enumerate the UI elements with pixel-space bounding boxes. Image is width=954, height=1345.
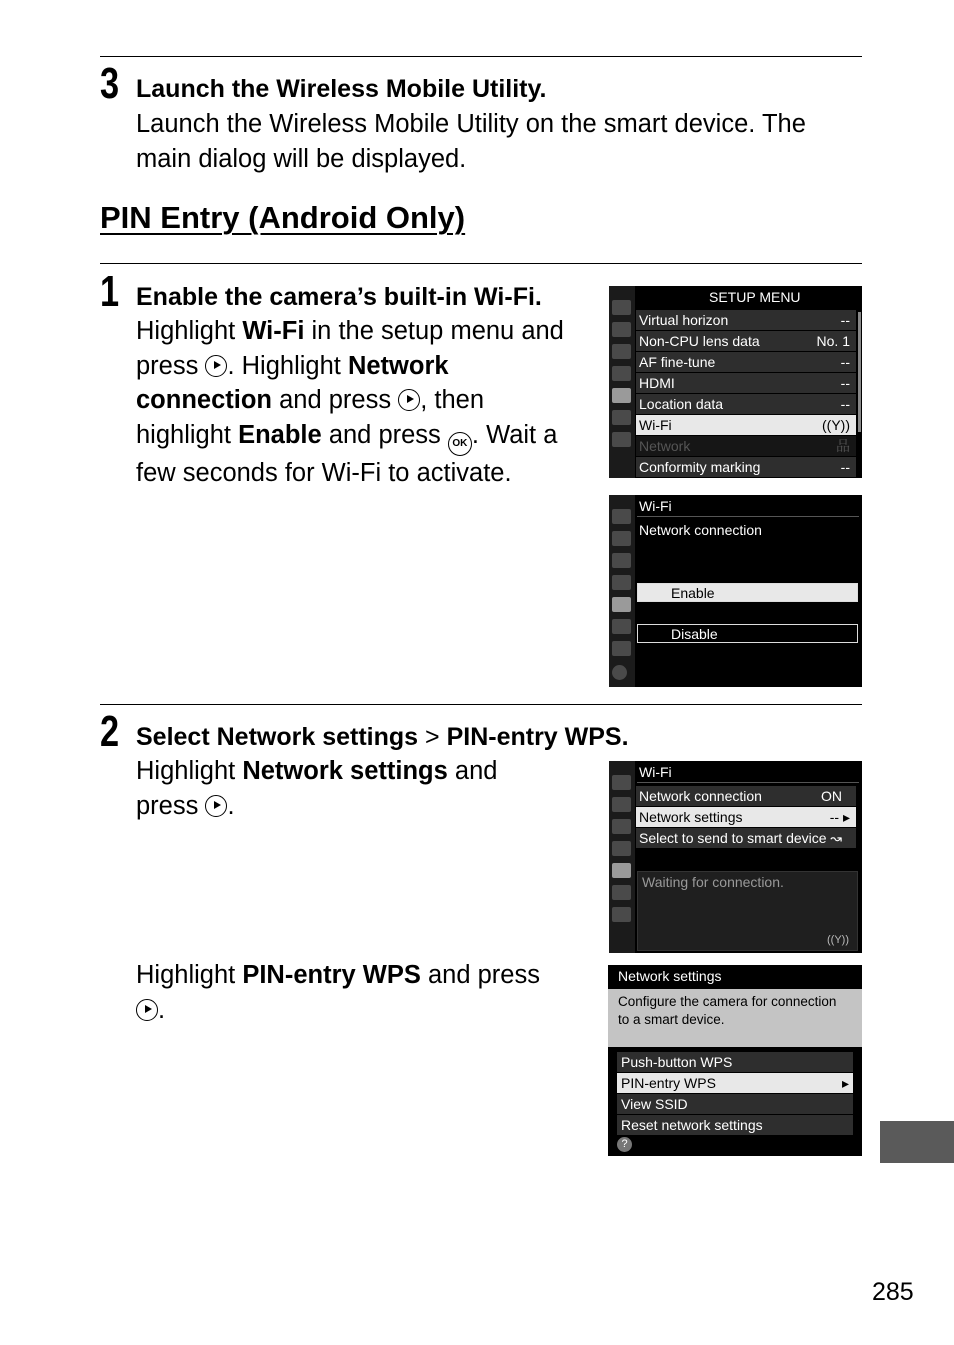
my-menu-icon	[612, 641, 631, 656]
my-menu-icon	[612, 907, 631, 922]
step-2-rule	[100, 704, 862, 705]
description-line-1: Configure the camera for connection	[618, 994, 837, 1009]
step-1-body	[136, 314, 596, 490]
step-1-line-1: Highlight Wi-Fi in the setup menu and	[136, 317, 564, 345]
network-settings-screen	[608, 965, 862, 1156]
scrollbar	[858, 312, 861, 432]
pencil-icon	[612, 366, 631, 381]
setup-menu-screen	[609, 286, 862, 478]
menu-sidebar	[609, 761, 635, 953]
playback-icon	[612, 509, 631, 524]
status-text: Waiting for connection.	[642, 874, 784, 890]
multi-selector-right-icon	[205, 795, 227, 817]
disable-option[interactable]: Disable	[637, 624, 858, 643]
top-rule	[100, 56, 862, 57]
wrench-icon	[612, 388, 631, 403]
retouch-icon	[612, 619, 631, 634]
menu-item-wifi[interactable]: Wi-Fi ((Y))	[636, 415, 856, 435]
step-2b-line-2: .	[136, 993, 576, 1028]
description-panel	[608, 989, 862, 1047]
step-2-title: Select Network settings > PIN-entry WPS.	[136, 723, 629, 751]
playback-icon	[612, 300, 631, 315]
playback-icon	[612, 775, 631, 790]
camera-icon	[612, 797, 631, 812]
wrench-icon	[612, 863, 631, 878]
network-connection-label: Network connection	[639, 522, 762, 538]
menu-sidebar	[609, 286, 635, 478]
step-3-line-2: main dialog will be displayed.	[136, 144, 467, 173]
menu-item-network: Network 品	[636, 436, 856, 456]
pencil-icon	[612, 841, 631, 856]
menu-item-send-to-smart-device[interactable]: Select to send to smart device ↝	[636, 828, 856, 848]
step-2b-line-1: Highlight PIN-entry WPS and press	[136, 961, 540, 989]
step-3-title: Launch the Wireless Mobile Utility.	[136, 75, 547, 103]
my-menu-icon	[612, 432, 631, 447]
step-3-line-1: Launch the Wireless Mobile Utility on the smart device. The	[136, 110, 806, 138]
step-1-line-5: few seconds for Wi-Fi to activate.	[136, 458, 512, 487]
menu-item[interactable]: HDMI --	[636, 373, 856, 393]
wifi-signal-icon: ((Y))	[827, 934, 849, 946]
title-divider	[637, 516, 859, 517]
menu-sidebar	[609, 495, 635, 687]
movie-icon	[612, 344, 631, 359]
camera-icon	[612, 531, 631, 546]
wrench-icon	[612, 597, 631, 612]
description-line-2: to a smart device.	[618, 1012, 725, 1027]
step-1-rule	[100, 263, 862, 264]
page-number: 285	[872, 1278, 914, 1306]
step-2-number: 2	[100, 707, 120, 756]
menu-item[interactable]: Location data --	[636, 394, 856, 414]
menu-item[interactable]: Non-CPU lens data No. 1	[636, 331, 856, 351]
ok-button-icon: OK	[448, 432, 472, 456]
movie-icon	[612, 819, 631, 834]
multi-selector-right-icon	[205, 355, 227, 377]
section-heading: PIN Entry (Android Only)	[100, 200, 466, 235]
menu-item[interactable]: AF fine-tune --	[636, 352, 856, 372]
step-2-part-b	[136, 958, 576, 1027]
setup-menu-title: SETUP MENU	[709, 289, 801, 305]
step-1-line-4: highlight Enable and press OK . Wait a	[136, 418, 596, 456]
menu-item-network-settings[interactable]: Network settings -- ▸	[636, 807, 856, 827]
step-1-line-3: connection and press , then	[136, 386, 485, 414]
retouch-icon	[612, 885, 631, 900]
help-icon	[612, 665, 627, 680]
network-settings-title: Network settings	[618, 968, 722, 984]
menu-item-network-connection[interactable]: Network connection ON	[636, 786, 856, 806]
multi-selector-right-icon	[398, 389, 420, 411]
step-3-number: 3	[100, 59, 120, 108]
step-1-line-2: press . Highlight Network	[136, 351, 449, 380]
wifi-menu-screen	[609, 761, 862, 953]
menu-item-reset-network-settings[interactable]: Reset network settings	[617, 1115, 853, 1135]
wifi-title: Wi-Fi	[639, 764, 672, 780]
movie-icon	[612, 553, 631, 568]
step-2a-line-1: Highlight Network settings and	[136, 757, 498, 785]
retouch-icon	[612, 410, 631, 425]
step-2-part-a	[136, 754, 497, 823]
menu-item-push-button-wps[interactable]: Push-button WPS	[617, 1052, 853, 1072]
camera-icon	[612, 322, 631, 337]
wifi-network-connection-screen	[609, 495, 862, 687]
step-1-title: Enable the camera’s built-in Wi-Fi.	[136, 283, 542, 311]
multi-selector-right-icon	[136, 999, 158, 1021]
help-icon: ?	[617, 1137, 632, 1152]
status-panel	[637, 871, 858, 951]
title-divider	[637, 782, 859, 783]
step-1-number: 1	[100, 267, 120, 316]
menu-item[interactable]: Conformity marking --	[636, 457, 856, 477]
step-2a-line-2: press .	[136, 791, 235, 820]
menu-item-pin-entry-wps[interactable]: PIN-entry WPS ▸	[617, 1073, 853, 1093]
step-3-body	[136, 107, 806, 176]
chapter-tab	[880, 1121, 954, 1163]
enable-option[interactable]: Enable	[637, 583, 858, 602]
menu-item-view-ssid[interactable]: View SSID	[617, 1094, 853, 1114]
pencil-icon	[612, 575, 631, 590]
wifi-title: Wi-Fi	[639, 498, 672, 514]
menu-item[interactable]: Virtual horizon --	[636, 310, 856, 330]
